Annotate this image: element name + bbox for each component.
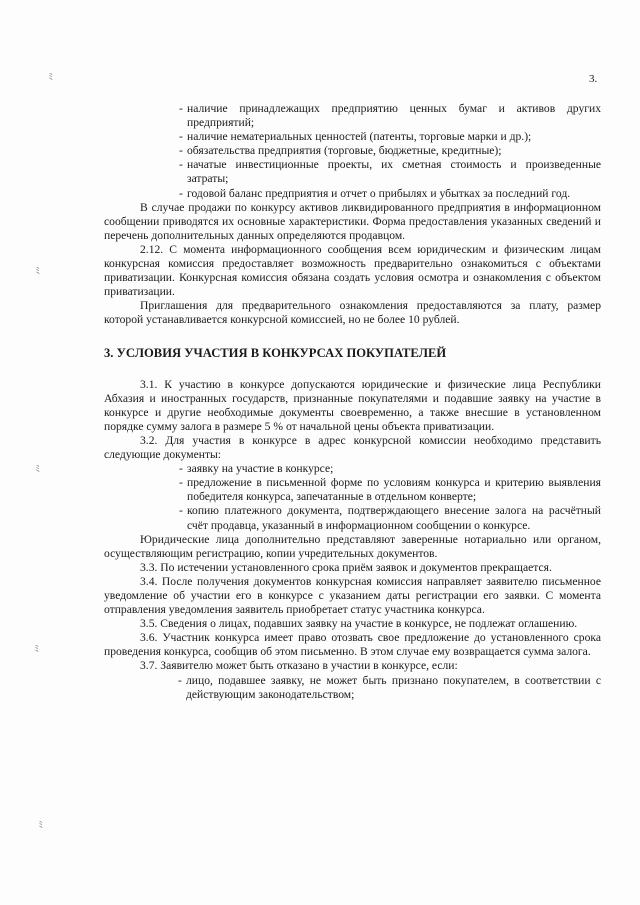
paragraph-2-12: 2.12. С момента информационного сообщения всем юридическим и физическим лицам конкурсная комиссия предоставляет возможность предварительно ознакомиться с объектами приватизации. Конкурсная комиссия обязана создать условия осмотра и ознакомления с объектом приватизации. (104, 242, 601, 299)
margin-mark: ﾐ (34, 644, 39, 655)
paragraph-3-1: 3.1. К участию в конкурсе допускаются юридические и физические лица Республики Абхазия и иностранных государств, признанные покупателями и подавшие заявку на участие в конкурсе и другие необходимые документы своевременно, а также внесшие в установленном порядке сумму залога в размере 5 % от начальной цены объекта приватизации. (104, 377, 601, 433)
list-item: - годовой баланс предприятия и отчет о прибылях и убытках за последний год. (179, 186, 571, 200)
assets-list (179, 102, 601, 201)
list-item: - наличие нематериальных ценностей (патенты, торговые марки и др.); (179, 130, 532, 144)
paragraph-3-6: 3.6. Участник конкурса имеет право отозвать свое предложение до установленного срока проведения конкурса, сообщив об этом письменно. В этом случае ему возвращается сумма залога. (104, 631, 601, 659)
margin-mark: ﾐ (48, 72, 53, 83)
paragraph-legal-entities: Юридические лица дополнительно представляют заверенные нотариально или органом, осуществляющим регистрацию, копии учредительных документов. (104, 532, 601, 560)
paragraph-3-2: 3.2. Для участия в конкурсе в адрес конкурсной комиссии необходимо представить следующие документы: (104, 433, 601, 462)
paragraph-3-5: 3.5. Сведения о лицах, подавших заявку на участие в конкурсе, не подлежат оглашению. (140, 617, 578, 631)
list-item: - копию платежного документа, подтверждающего внесение залога на расчётный счёт продавца, указанный в информационном сообщении о конкурсе. (179, 504, 601, 532)
list-item: - лицо, подавшее заявку, не может быть признано покупателем, в соответствии с действующим законодательством; (178, 673, 601, 701)
margin-mark: ﾐ (35, 464, 40, 475)
paragraph-3-4: 3.4. После получения документов конкурсная комиссия направляет заявителю письменное уведомление об участии его в конкурсе с указанием даты регистрации его заявки. С момента отправления уведомления заявитель приобретает статус участника конкурса. (104, 574, 601, 617)
paragraph-3-7: 3.7. Заявителю может быть отказано в участии в конкурсе, если: (140, 659, 458, 673)
refusal-list (178, 674, 601, 702)
document-body (104, 102, 601, 702)
margin-mark: ﾐ (35, 266, 40, 277)
list-item: - предложение в письменной форме по условиям конкурса и критерию выявления победителя конкурса, запечатанные в отдельном конверте; (179, 476, 601, 504)
section-heading: 3. УСЛОВИЯ УЧАСТИЯ В КОНКУРСАХ ПОКУПАТЕЛЕЙ (104, 345, 447, 360)
paragraph-3-3: 3.3. По истечении установленного срока приём заявок и документов прекращается. (140, 560, 552, 574)
paragraph-sale: В случае продажи по конкурсу активов ликвидированного предприятия в информационном сообщении приводятся их основные характеристики. Форма предоставления указанных сведений и перечень дополнительных данных определяются продавцом. (104, 200, 601, 242)
list-item: - начатые инвестиционные проекты, их сметная стоимость и произведенные затраты; (179, 158, 601, 186)
list-item: - обязательства предприятия (торговые, бюджетные, кредитные); (179, 144, 502, 158)
paragraph-invitations: Приглашения для предварительного ознакомления предоставляются за плату, размер которой устанавливается конкурсной комиссией, но не более 10 рублей. (104, 299, 601, 327)
page-number: 3. (589, 73, 598, 85)
documents-list (179, 462, 601, 532)
list-item: - заявку на участие в конкурсе; (179, 462, 334, 476)
list-item: - наличие принадлежащих предприятию ценных бумаг и активов других предприятий; (179, 102, 601, 130)
margin-mark: ﾐ (38, 820, 43, 831)
